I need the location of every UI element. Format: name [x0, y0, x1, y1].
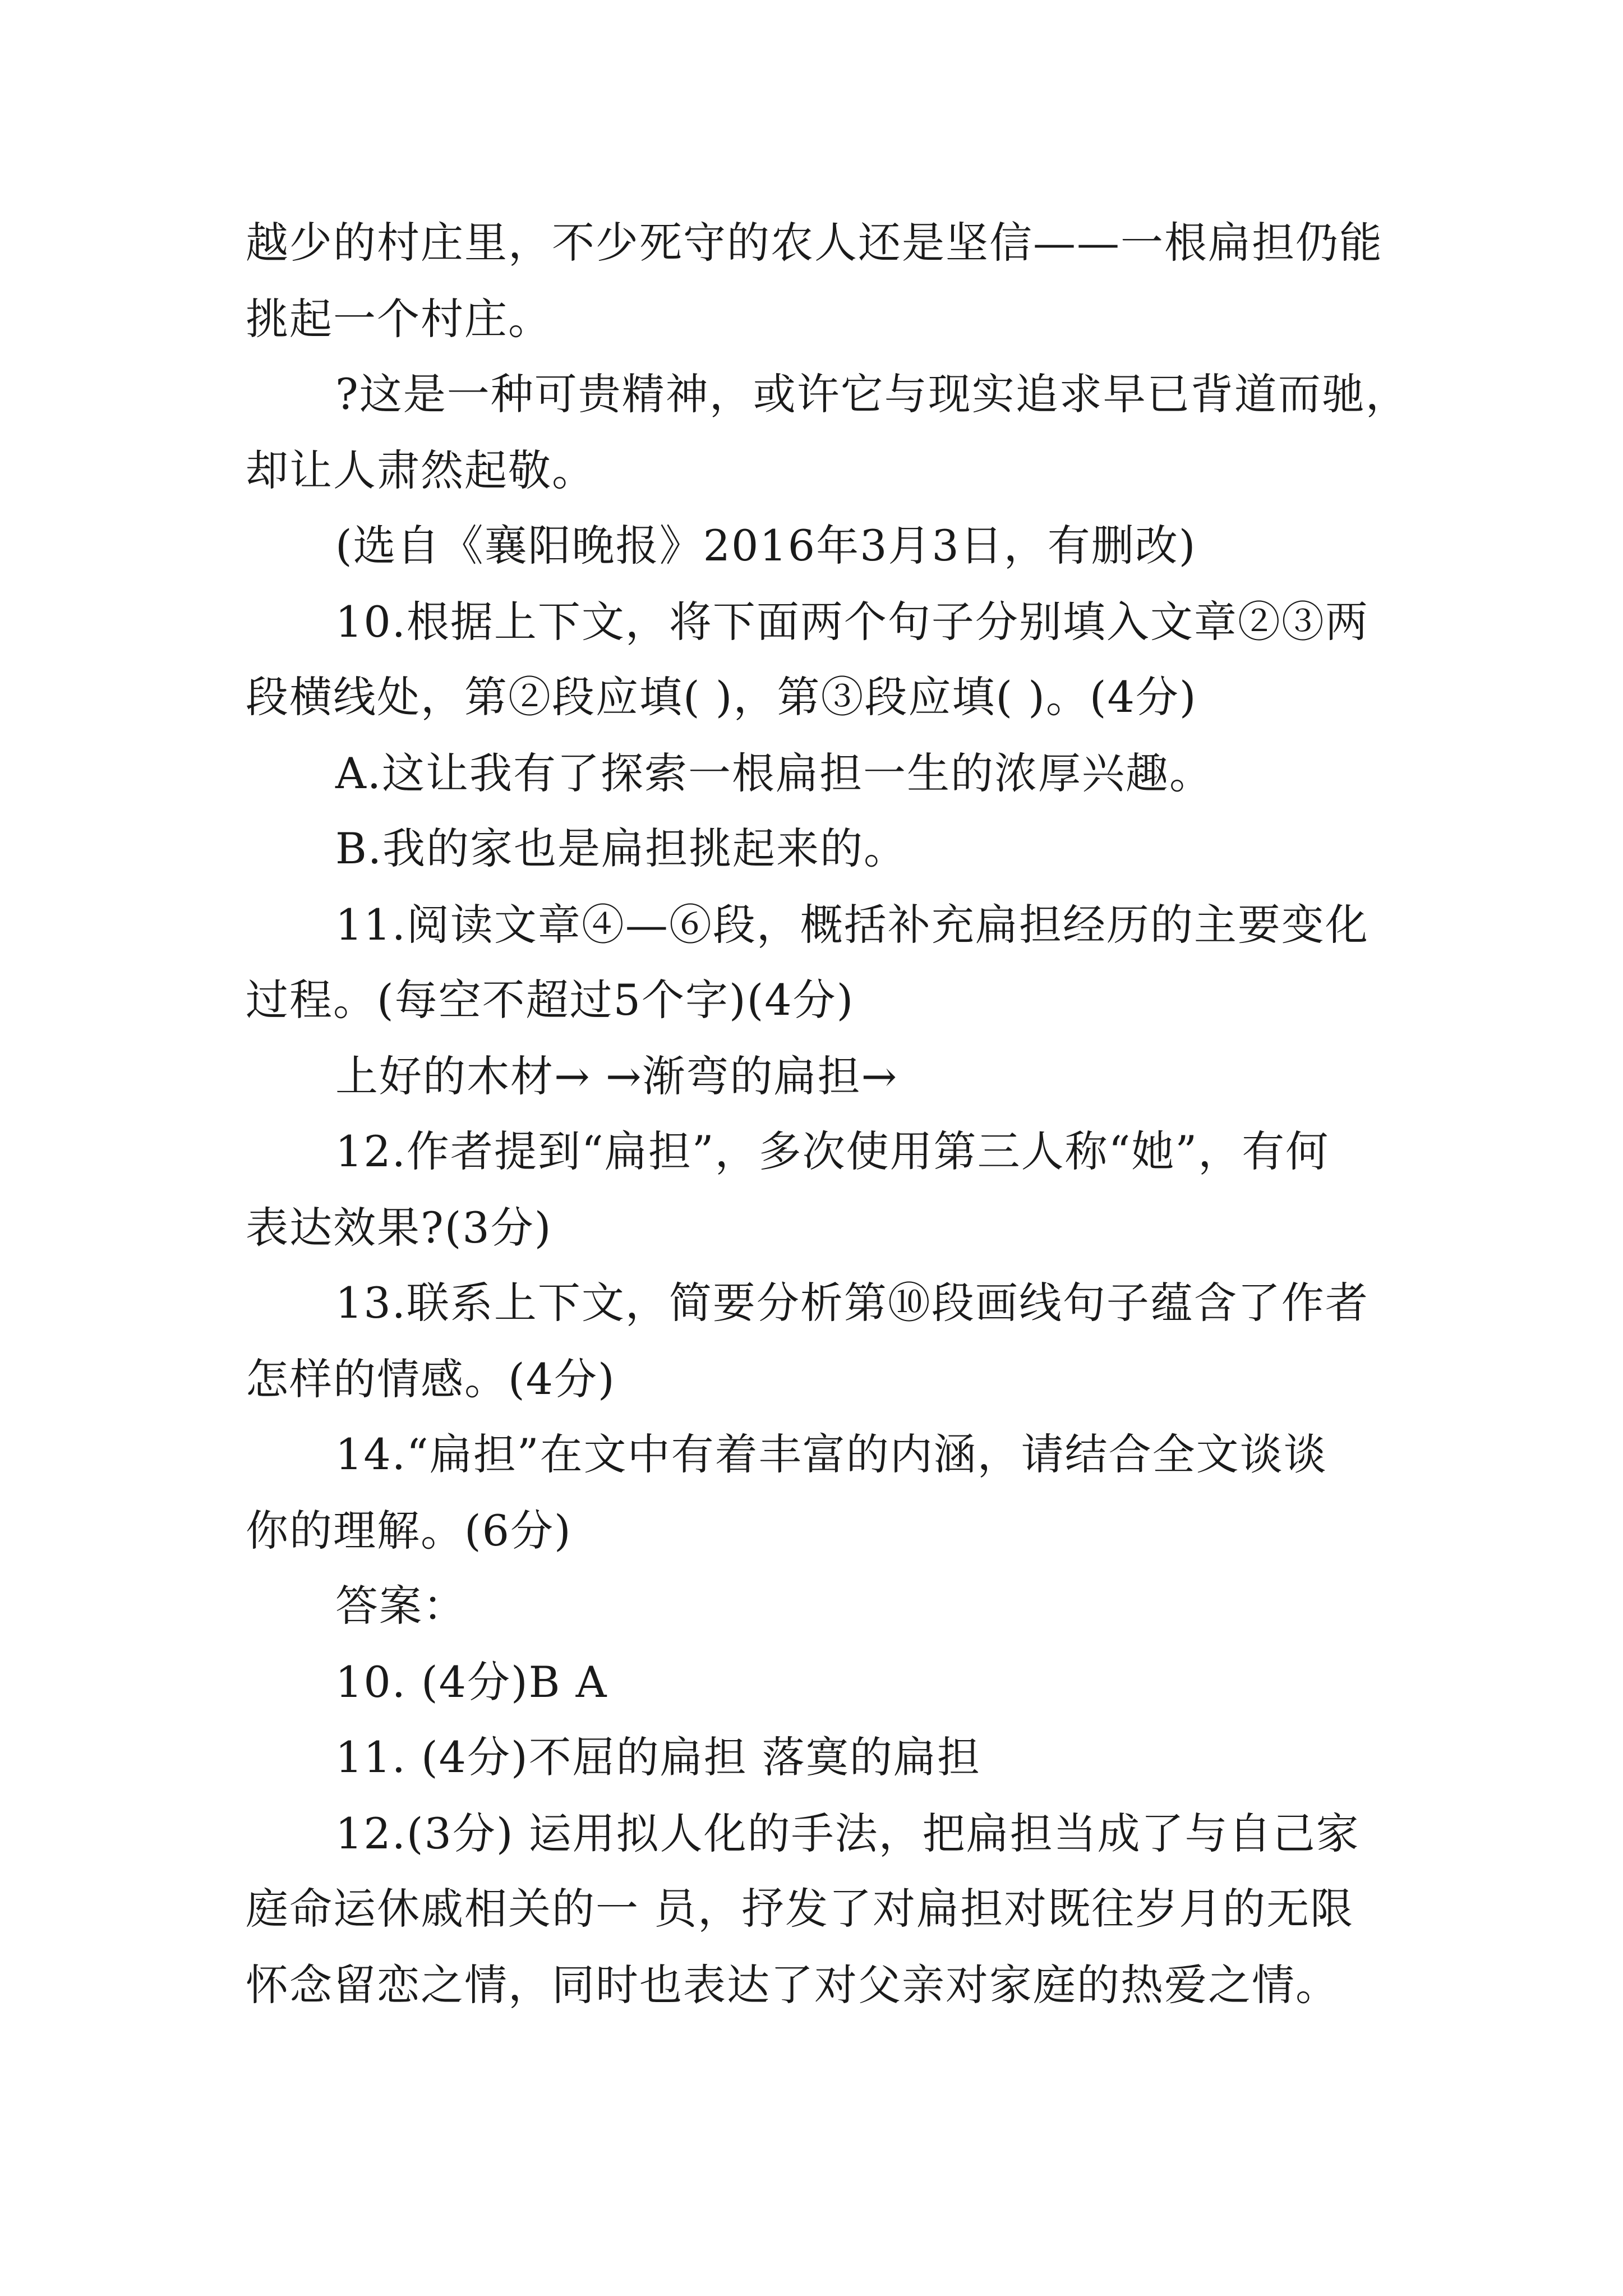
- passage-line: ?这是一种可贵精神，或许它与现实追求早已背道而驰，: [335, 369, 1409, 419]
- passage-line: 却让人肃然起敬。: [246, 445, 596, 495]
- answer-10: 10. (4分)B A: [335, 1657, 608, 1707]
- question-12: 12.作者提到“扁担”，多次使用第三人称“她”，有何: [335, 1126, 1330, 1176]
- question-10: 段横线处，第②段应填( )，第③段应填( )。(4分): [246, 672, 1197, 722]
- question-12: 表达效果?(3分): [246, 1203, 552, 1253]
- question-10: 10.根据上下文，将下面两个句子分别填入文章②③两: [335, 597, 1369, 647]
- answer-12: 12.(3分) 运用拟人化的手法，把扁担当成了与自己家: [335, 1809, 1360, 1858]
- passage-line: 挑起一个村庄。: [246, 294, 552, 344]
- source-citation: (选自《襄阳晚报》2016年3月3日，有删改): [335, 521, 1197, 570]
- answer-heading: 答案：: [335, 1581, 467, 1631]
- passage-line: 越少的村庄里，不少死守的农人还是坚信——一根扁担仍能: [246, 218, 1383, 268]
- question-14: 14.“扁担”在文中有着丰富的内涵，请结合全文谈谈: [335, 1429, 1327, 1479]
- question-10-option-a: A.这让我有了探索一根扁担一生的浓厚兴趣。: [335, 748, 1214, 798]
- question-10-option-b: B.我的家也是扁担挑起来的。: [335, 823, 908, 873]
- question-11: 11.阅读文章④—⑥段，概括补充扁担经历的主要变化: [335, 900, 1369, 950]
- answer-12: 怀念留恋之情，同时也表达了对父亲对家庭的热爱之情。: [246, 1960, 1339, 2010]
- question-13: 13.联系上下文，简要分析第⑩段画线句子蕴含了作者: [335, 1278, 1369, 1328]
- question-11-chain: 上好的木材→ →渐弯的扁担→: [335, 1051, 898, 1101]
- answer-11: 11. (4分)不屈的扁担 落寞的扁担: [335, 1732, 981, 1782]
- question-13: 怎样的情感。(4分): [246, 1354, 616, 1404]
- answer-12: 庭命运休戚相关的一 员，抒发了对扁担对既往岁月的无限: [246, 1884, 1354, 1934]
- question-11: 过程。(每空不超过5个字)(4分): [246, 975, 855, 1025]
- question-14: 你的理解。(6分): [246, 1506, 572, 1556]
